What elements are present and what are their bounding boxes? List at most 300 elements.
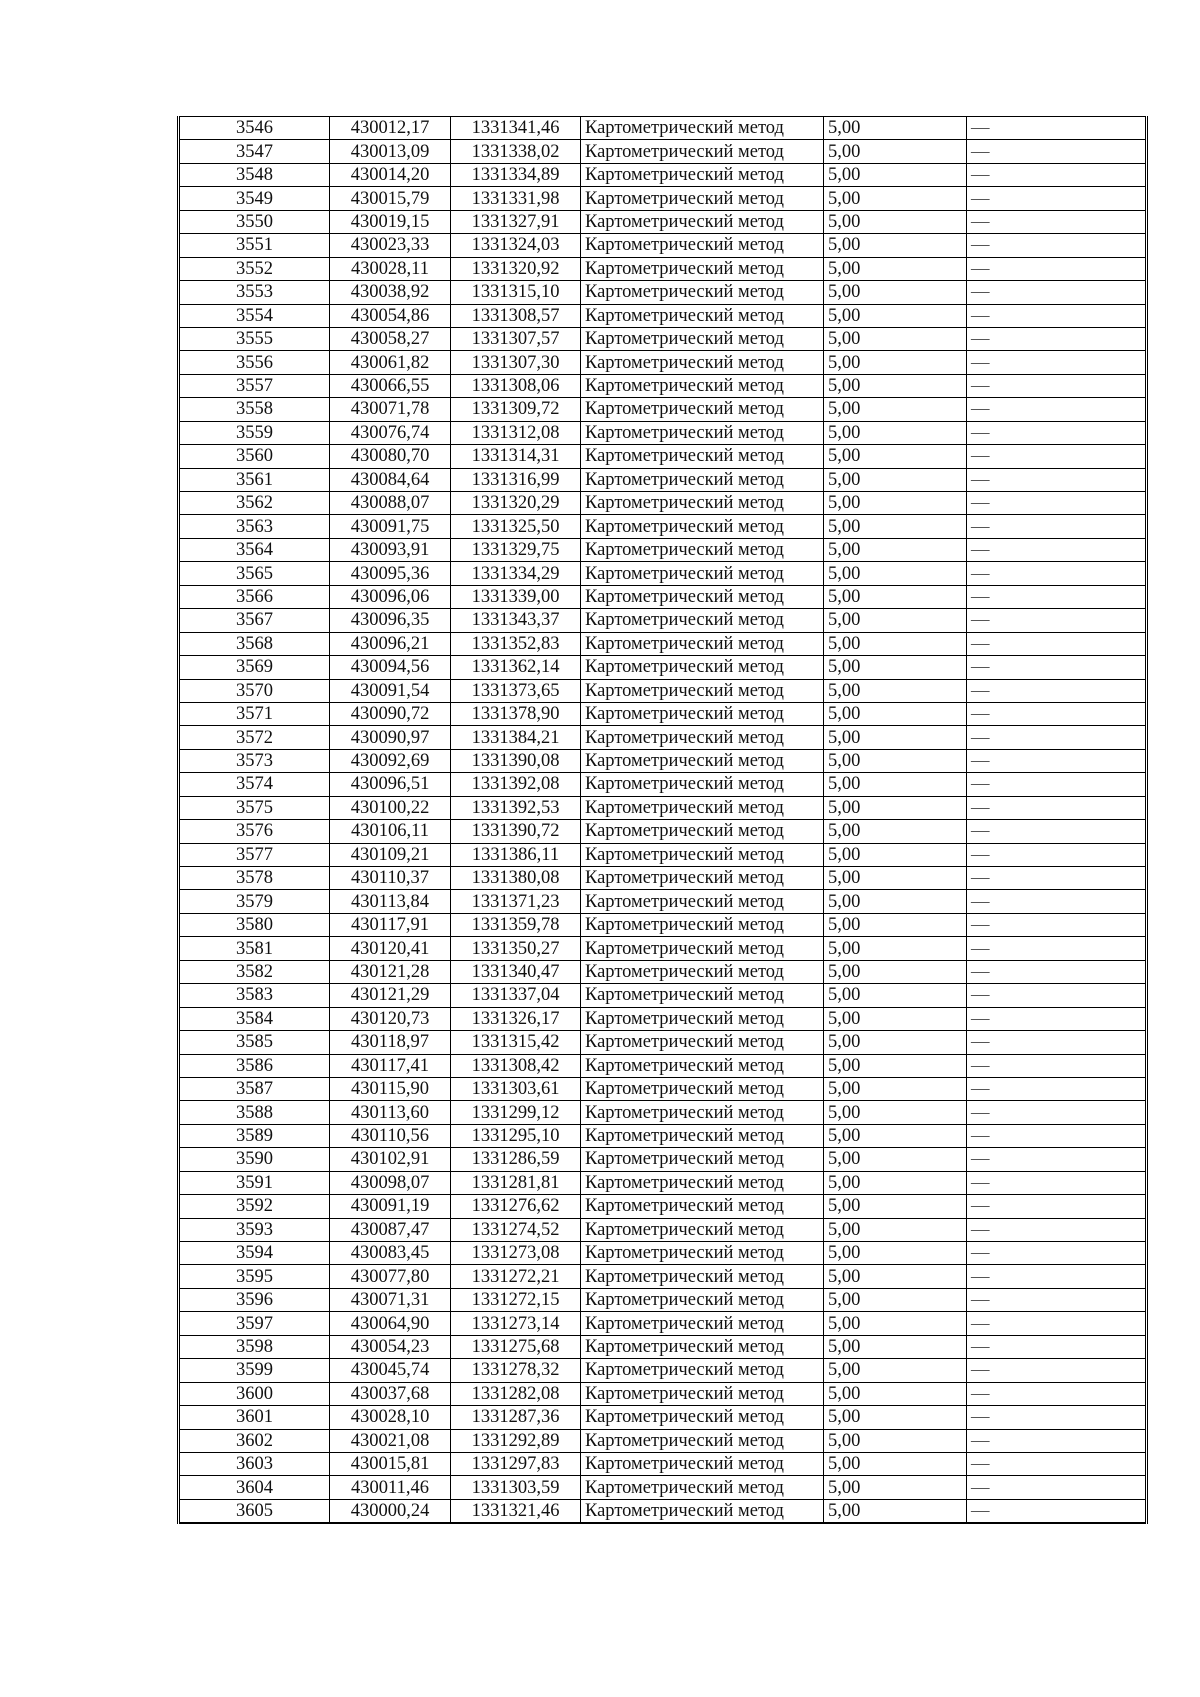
description-cell: — xyxy=(967,749,1147,772)
accuracy-value: 5,00 xyxy=(824,1359,967,1382)
determination-method: Картометрический метод xyxy=(581,1195,824,1218)
accuracy-value: 5,00 xyxy=(824,117,967,140)
table-row xyxy=(179,1429,1147,1452)
table-row xyxy=(179,656,1147,679)
description-cell: — xyxy=(967,1288,1147,1311)
description-cell: — xyxy=(967,702,1147,725)
point-number: 3555 xyxy=(179,327,330,350)
description-cell: — xyxy=(967,1335,1147,1358)
table-row xyxy=(179,1382,1147,1405)
coordinate-x: 430110,56 xyxy=(330,1124,451,1147)
point-number: 3563 xyxy=(179,515,330,538)
point-number: 3576 xyxy=(179,820,330,843)
coordinate-y: 1331286,59 xyxy=(451,1148,581,1171)
description-cell: — xyxy=(967,632,1147,655)
coordinate-x: 430120,41 xyxy=(330,937,451,960)
description-cell: — xyxy=(967,890,1147,913)
table-row xyxy=(179,1218,1147,1241)
accuracy-value: 5,00 xyxy=(824,234,967,257)
accuracy-value: 5,00 xyxy=(824,1054,967,1077)
coordinate-x: 430054,23 xyxy=(330,1335,451,1358)
point-number: 3548 xyxy=(179,163,330,186)
point-number: 3590 xyxy=(179,1148,330,1171)
description-cell: — xyxy=(967,1382,1147,1405)
determination-method: Картометрический метод xyxy=(581,820,824,843)
description-cell: — xyxy=(967,257,1147,280)
accuracy-value: 5,00 xyxy=(824,1265,967,1288)
coordinate-y: 1331274,52 xyxy=(451,1218,581,1241)
accuracy-value: 5,00 xyxy=(824,1406,967,1429)
coordinate-y: 1331380,08 xyxy=(451,867,581,890)
coordinate-x: 430090,72 xyxy=(330,702,451,725)
point-number: 3600 xyxy=(179,1382,330,1405)
determination-method: Картометрический метод xyxy=(581,1499,824,1523)
point-number: 3557 xyxy=(179,374,330,397)
coordinate-y: 1331327,91 xyxy=(451,210,581,233)
coordinates-table-body xyxy=(179,117,1147,1523)
determination-method: Картометрический метод xyxy=(581,1242,824,1265)
coordinate-x: 430015,79 xyxy=(330,187,451,210)
accuracy-value: 5,00 xyxy=(824,1031,967,1054)
description-cell: — xyxy=(967,327,1147,350)
coordinate-y: 1331326,17 xyxy=(451,1007,581,1030)
table-row xyxy=(179,327,1147,350)
coordinate-y: 1331386,11 xyxy=(451,843,581,866)
point-number: 3598 xyxy=(179,1335,330,1358)
coordinate-x: 430045,74 xyxy=(330,1359,451,1382)
coordinate-y: 1331341,46 xyxy=(451,117,581,140)
accuracy-value: 5,00 xyxy=(824,1499,967,1523)
description-cell: — xyxy=(967,140,1147,163)
coordinate-x: 430028,11 xyxy=(330,257,451,280)
determination-method: Картометрический метод xyxy=(581,749,824,772)
accuracy-value: 5,00 xyxy=(824,140,967,163)
table-row xyxy=(179,1031,1147,1054)
table-row xyxy=(179,281,1147,304)
description-cell: — xyxy=(967,1171,1147,1194)
table-row xyxy=(179,515,1147,538)
point-number: 3572 xyxy=(179,726,330,749)
determination-method: Картометрический метод xyxy=(581,1382,824,1405)
determination-method: Картометрический метод xyxy=(581,1359,824,1382)
coordinate-x: 430110,37 xyxy=(330,867,451,890)
coordinate-x: 430011,46 xyxy=(330,1476,451,1499)
accuracy-value: 5,00 xyxy=(824,562,967,585)
description-cell: — xyxy=(967,163,1147,186)
description-cell: — xyxy=(967,234,1147,257)
point-number: 3581 xyxy=(179,937,330,960)
determination-method: Картометрический метод xyxy=(581,281,824,304)
table-row xyxy=(179,773,1147,796)
table-row xyxy=(179,398,1147,421)
point-number: 3596 xyxy=(179,1288,330,1311)
description-cell: — xyxy=(967,843,1147,866)
determination-method: Картометрический метод xyxy=(581,1101,824,1124)
coordinate-x: 430096,51 xyxy=(330,773,451,796)
table-row xyxy=(179,1452,1147,1475)
determination-method: Картометрический метод xyxy=(581,398,824,421)
coordinate-x: 430094,56 xyxy=(330,656,451,679)
table-row xyxy=(179,702,1147,725)
coordinate-y: 1331350,27 xyxy=(451,937,581,960)
coordinate-x: 430080,70 xyxy=(330,445,451,468)
coordinate-x: 430121,28 xyxy=(330,960,451,983)
accuracy-value: 5,00 xyxy=(824,374,967,397)
determination-method: Картометрический метод xyxy=(581,656,824,679)
point-number: 3579 xyxy=(179,890,330,913)
coordinate-x: 430115,90 xyxy=(330,1077,451,1100)
table-row xyxy=(179,632,1147,655)
coordinate-x: 430093,91 xyxy=(330,538,451,561)
accuracy-value: 5,00 xyxy=(824,913,967,936)
coordinate-y: 1331308,06 xyxy=(451,374,581,397)
determination-method: Картометрический метод xyxy=(581,515,824,538)
coordinate-x: 430091,75 xyxy=(330,515,451,538)
determination-method: Картометрический метод xyxy=(581,773,824,796)
coordinate-x: 430028,10 xyxy=(330,1406,451,1429)
coordinate-x: 430014,20 xyxy=(330,163,451,186)
description-cell: — xyxy=(967,468,1147,491)
table-row xyxy=(179,562,1147,585)
table-row xyxy=(179,609,1147,632)
determination-method: Картометрический метод xyxy=(581,609,824,632)
accuracy-value: 5,00 xyxy=(824,632,967,655)
accuracy-value: 5,00 xyxy=(824,210,967,233)
table-row xyxy=(179,1124,1147,1147)
table-row xyxy=(179,1242,1147,1265)
accuracy-value: 5,00 xyxy=(824,679,967,702)
point-number: 3580 xyxy=(179,913,330,936)
description-cell: — xyxy=(967,398,1147,421)
accuracy-value: 5,00 xyxy=(824,468,967,491)
coordinate-x: 430071,31 xyxy=(330,1288,451,1311)
point-number: 3588 xyxy=(179,1101,330,1124)
determination-method: Картометрический метод xyxy=(581,304,824,327)
description-cell: — xyxy=(967,374,1147,397)
description-cell: — xyxy=(967,492,1147,515)
description-cell: — xyxy=(967,1124,1147,1147)
accuracy-value: 5,00 xyxy=(824,163,967,186)
accuracy-value: 5,00 xyxy=(824,1242,967,1265)
accuracy-value: 5,00 xyxy=(824,1382,967,1405)
coordinate-x: 430077,80 xyxy=(330,1265,451,1288)
point-number: 3603 xyxy=(179,1452,330,1475)
coordinate-y: 1331329,75 xyxy=(451,538,581,561)
point-number: 3574 xyxy=(179,773,330,796)
point-number: 3601 xyxy=(179,1406,330,1429)
determination-method: Картометрический метод xyxy=(581,445,824,468)
table-row xyxy=(179,304,1147,327)
determination-method: Картометрический метод xyxy=(581,937,824,960)
coordinate-y: 1331312,08 xyxy=(451,421,581,444)
accuracy-value: 5,00 xyxy=(824,445,967,468)
coordinate-x: 430090,97 xyxy=(330,726,451,749)
description-cell: — xyxy=(967,1077,1147,1100)
description-cell: — xyxy=(967,538,1147,561)
accuracy-value: 5,00 xyxy=(824,1101,967,1124)
description-cell: — xyxy=(967,351,1147,374)
table-row xyxy=(179,421,1147,444)
table-row xyxy=(179,117,1147,140)
determination-method: Картометрический метод xyxy=(581,468,824,491)
determination-method: Картометрический метод xyxy=(581,1288,824,1311)
table-row xyxy=(179,1476,1147,1499)
point-number: 3551 xyxy=(179,234,330,257)
accuracy-value: 5,00 xyxy=(824,1312,967,1335)
point-number: 3575 xyxy=(179,796,330,819)
determination-method: Картометрический метод xyxy=(581,257,824,280)
coordinate-x: 430071,78 xyxy=(330,398,451,421)
coordinates-table xyxy=(177,116,1148,1524)
determination-method: Картометрический метод xyxy=(581,679,824,702)
coordinate-x: 430087,47 xyxy=(330,1218,451,1241)
point-number: 3569 xyxy=(179,656,330,679)
coordinate-y: 1331359,78 xyxy=(451,913,581,936)
accuracy-value: 5,00 xyxy=(824,796,967,819)
table-row xyxy=(179,1171,1147,1194)
accuracy-value: 5,00 xyxy=(824,1007,967,1030)
point-number: 3605 xyxy=(179,1499,330,1523)
determination-method: Картометрический метод xyxy=(581,374,824,397)
determination-method: Картометрический метод xyxy=(581,960,824,983)
determination-method: Картометрический метод xyxy=(581,726,824,749)
determination-method: Картометрический метод xyxy=(581,585,824,608)
coordinate-y: 1331316,99 xyxy=(451,468,581,491)
accuracy-value: 5,00 xyxy=(824,960,967,983)
accuracy-value: 5,00 xyxy=(824,187,967,210)
accuracy-value: 5,00 xyxy=(824,1195,967,1218)
coordinate-y: 1331320,92 xyxy=(451,257,581,280)
description-cell: — xyxy=(967,281,1147,304)
accuracy-value: 5,00 xyxy=(824,351,967,374)
coordinate-y: 1331307,30 xyxy=(451,351,581,374)
point-number: 3584 xyxy=(179,1007,330,1030)
point-number: 3578 xyxy=(179,867,330,890)
coordinate-x: 430096,21 xyxy=(330,632,451,655)
accuracy-value: 5,00 xyxy=(824,609,967,632)
coordinate-y: 1331309,72 xyxy=(451,398,581,421)
accuracy-value: 5,00 xyxy=(824,257,967,280)
determination-method: Картометрический метод xyxy=(581,1171,824,1194)
coordinate-x: 430058,27 xyxy=(330,327,451,350)
accuracy-value: 5,00 xyxy=(824,1077,967,1100)
table-row xyxy=(179,867,1147,890)
determination-method: Картометрический метод xyxy=(581,210,824,233)
point-number: 3604 xyxy=(179,1476,330,1499)
determination-method: Картометрический метод xyxy=(581,843,824,866)
coordinate-y: 1331276,62 xyxy=(451,1195,581,1218)
point-number: 3562 xyxy=(179,492,330,515)
determination-method: Картометрический метод xyxy=(581,117,824,140)
coordinate-x: 430096,35 xyxy=(330,609,451,632)
point-number: 3593 xyxy=(179,1218,330,1241)
description-cell: — xyxy=(967,796,1147,819)
coordinate-y: 1331308,42 xyxy=(451,1054,581,1077)
description-cell: — xyxy=(967,210,1147,233)
point-number: 3567 xyxy=(179,609,330,632)
table-row xyxy=(179,492,1147,515)
determination-method: Картометрический метод xyxy=(581,984,824,1007)
determination-method: Картометрический метод xyxy=(581,913,824,936)
coordinate-y: 1331314,31 xyxy=(451,445,581,468)
point-number: 3561 xyxy=(179,468,330,491)
table-row xyxy=(179,843,1147,866)
point-number: 3559 xyxy=(179,421,330,444)
point-number: 3565 xyxy=(179,562,330,585)
point-number: 3595 xyxy=(179,1265,330,1288)
point-number: 3573 xyxy=(179,749,330,772)
coordinate-x: 430091,19 xyxy=(330,1195,451,1218)
coordinate-y: 1331278,32 xyxy=(451,1359,581,1382)
description-cell: — xyxy=(967,1242,1147,1265)
coordinate-x: 430013,09 xyxy=(330,140,451,163)
accuracy-value: 5,00 xyxy=(824,820,967,843)
table-row xyxy=(179,1077,1147,1100)
accuracy-value: 5,00 xyxy=(824,1476,967,1499)
determination-method: Картометрический метод xyxy=(581,867,824,890)
description-cell: — xyxy=(967,585,1147,608)
point-number: 3564 xyxy=(179,538,330,561)
coordinate-y: 1331308,57 xyxy=(451,304,581,327)
table-row xyxy=(179,679,1147,702)
coordinate-x: 430076,74 xyxy=(330,421,451,444)
determination-method: Картометрический метод xyxy=(581,187,824,210)
coordinate-y: 1331299,12 xyxy=(451,1101,581,1124)
accuracy-value: 5,00 xyxy=(824,1148,967,1171)
coordinate-y: 1331334,89 xyxy=(451,163,581,186)
determination-method: Картометрический метод xyxy=(581,1312,824,1335)
coordinate-y: 1331303,61 xyxy=(451,1077,581,1100)
table-row xyxy=(179,960,1147,983)
description-cell: — xyxy=(967,304,1147,327)
point-number: 3560 xyxy=(179,445,330,468)
table-row xyxy=(179,140,1147,163)
coordinate-y: 1331362,14 xyxy=(451,656,581,679)
coordinate-y: 1331282,08 xyxy=(451,1382,581,1405)
coordinate-x: 430100,22 xyxy=(330,796,451,819)
accuracy-value: 5,00 xyxy=(824,867,967,890)
coordinate-y: 1331340,47 xyxy=(451,960,581,983)
coordinate-y: 1331272,15 xyxy=(451,1288,581,1311)
coordinate-y: 1331371,23 xyxy=(451,890,581,913)
accuracy-value: 5,00 xyxy=(824,702,967,725)
description-cell: — xyxy=(967,656,1147,679)
coordinate-x: 430121,29 xyxy=(330,984,451,1007)
coordinate-x: 430117,91 xyxy=(330,913,451,936)
accuracy-value: 5,00 xyxy=(824,585,967,608)
determination-method: Картометрический метод xyxy=(581,890,824,913)
accuracy-value: 5,00 xyxy=(824,773,967,796)
coordinate-x: 430023,33 xyxy=(330,234,451,257)
accuracy-value: 5,00 xyxy=(824,726,967,749)
coordinate-y: 1331307,57 xyxy=(451,327,581,350)
coordinate-x: 430088,07 xyxy=(330,492,451,515)
point-number: 3597 xyxy=(179,1312,330,1335)
table-row xyxy=(179,351,1147,374)
accuracy-value: 5,00 xyxy=(824,937,967,960)
table-row xyxy=(179,796,1147,819)
point-number: 3583 xyxy=(179,984,330,1007)
description-cell: — xyxy=(967,117,1147,140)
table-row xyxy=(179,1265,1147,1288)
table-row xyxy=(179,1335,1147,1358)
determination-method: Картометрический метод xyxy=(581,351,824,374)
point-number: 3582 xyxy=(179,960,330,983)
table-row xyxy=(179,585,1147,608)
point-number: 3602 xyxy=(179,1429,330,1452)
coordinate-y: 1331390,08 xyxy=(451,749,581,772)
coordinate-y: 1331320,29 xyxy=(451,492,581,515)
coordinate-x: 430083,45 xyxy=(330,1242,451,1265)
coordinate-y: 1331295,10 xyxy=(451,1124,581,1147)
determination-method: Картометрический метод xyxy=(581,1124,824,1147)
coordinate-y: 1331343,37 xyxy=(451,609,581,632)
coordinate-x: 430064,90 xyxy=(330,1312,451,1335)
determination-method: Картометрический метод xyxy=(581,327,824,350)
point-number: 3552 xyxy=(179,257,330,280)
description-cell: — xyxy=(967,913,1147,936)
description-cell: — xyxy=(967,1429,1147,1452)
description-cell: — xyxy=(967,421,1147,444)
description-cell: — xyxy=(967,445,1147,468)
coordinate-y: 1331272,21 xyxy=(451,1265,581,1288)
table-row xyxy=(179,374,1147,397)
table-row xyxy=(179,187,1147,210)
table-row xyxy=(179,1499,1147,1523)
point-number: 3547 xyxy=(179,140,330,163)
coordinate-x: 430061,82 xyxy=(330,351,451,374)
description-cell: — xyxy=(967,1499,1147,1523)
table-row xyxy=(179,210,1147,233)
table-row xyxy=(179,749,1147,772)
point-number: 3546 xyxy=(179,117,330,140)
determination-method: Картометрический метод xyxy=(581,1077,824,1100)
point-number: 3589 xyxy=(179,1124,330,1147)
accuracy-value: 5,00 xyxy=(824,515,967,538)
determination-method: Картометрический метод xyxy=(581,1429,824,1452)
table-row xyxy=(179,1312,1147,1335)
description-cell: — xyxy=(967,609,1147,632)
accuracy-value: 5,00 xyxy=(824,1335,967,1358)
table-row xyxy=(179,538,1147,561)
description-cell: — xyxy=(967,1007,1147,1030)
description-cell: — xyxy=(967,867,1147,890)
point-number: 3558 xyxy=(179,398,330,421)
accuracy-value: 5,00 xyxy=(824,1429,967,1452)
accuracy-value: 5,00 xyxy=(824,327,967,350)
coordinate-x: 430019,15 xyxy=(330,210,451,233)
table-row xyxy=(179,820,1147,843)
point-number: 3568 xyxy=(179,632,330,655)
point-number: 3556 xyxy=(179,351,330,374)
determination-method: Картометрический метод xyxy=(581,796,824,819)
coordinate-x: 430113,60 xyxy=(330,1101,451,1124)
coordinate-x: 430091,54 xyxy=(330,679,451,702)
description-cell: — xyxy=(967,726,1147,749)
description-cell: — xyxy=(967,1148,1147,1171)
point-number: 3587 xyxy=(179,1077,330,1100)
coordinate-x: 430106,11 xyxy=(330,820,451,843)
table-row xyxy=(179,890,1147,913)
description-cell: — xyxy=(967,1452,1147,1475)
table-row xyxy=(179,234,1147,257)
description-cell: — xyxy=(967,984,1147,1007)
coordinate-x: 430015,81 xyxy=(330,1452,451,1475)
coordinate-x: 430037,68 xyxy=(330,1382,451,1405)
description-cell: — xyxy=(967,515,1147,538)
table-row xyxy=(179,1054,1147,1077)
description-cell: — xyxy=(967,1312,1147,1335)
